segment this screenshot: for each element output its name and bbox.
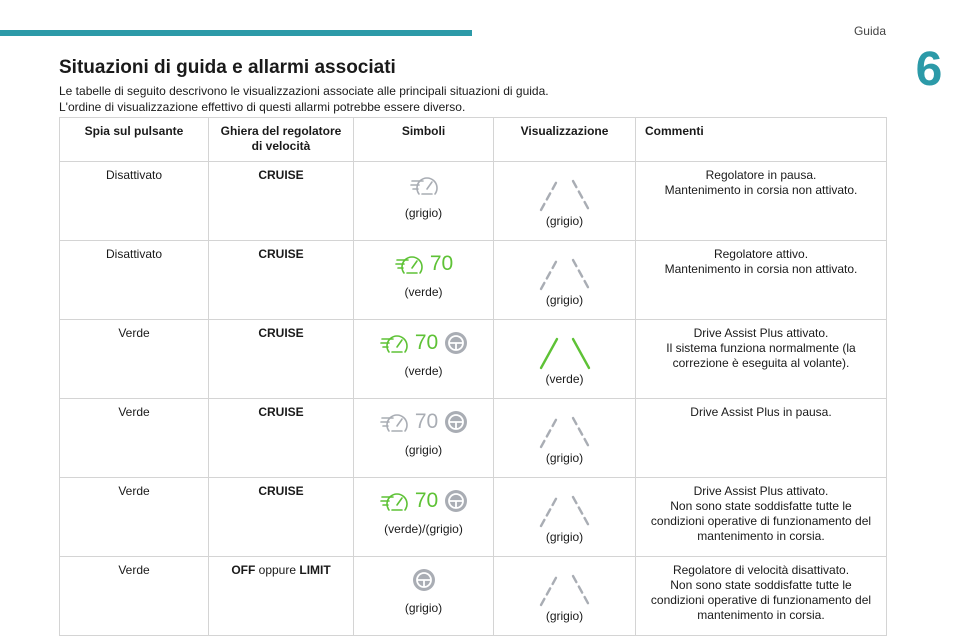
table-row [60, 241, 887, 320]
lane-lines [498, 492, 631, 530]
symbol-caption: (verde) [404, 285, 443, 299]
header-spia: Spia sul pulsante [60, 118, 209, 162]
steering-wheel-icon [444, 331, 468, 355]
speed-value: 70 [414, 410, 439, 433]
symbol-caption: (verde)/(grigio) [384, 522, 463, 536]
cell-commenti [636, 241, 887, 320]
cruise-speedometer-icon [379, 330, 409, 356]
lane-lines-icon [530, 571, 600, 609]
ghiera-part: OFF [231, 563, 256, 577]
lane-lines-icon [530, 255, 600, 293]
intro-text [59, 83, 549, 115]
cell-visualizzazione [494, 399, 636, 478]
lane-lines [498, 255, 631, 293]
header-commenti: Commenti [636, 118, 887, 162]
cell-ghiera [209, 162, 354, 241]
page-title: Situazioni di guida e allarmi associati [59, 57, 396, 78]
comment-line: Drive Assist Plus in pausa. [690, 405, 832, 419]
cell-visualizzazione [494, 478, 636, 557]
ghiera-value: CRUISE [258, 247, 304, 261]
comment-line: Regolatore di velocità disattivato. [672, 563, 850, 577]
comment-line: mantenimento in corsia. [697, 529, 825, 543]
visualization-caption: (grigio) [545, 451, 584, 465]
speed-value: 70 [429, 252, 454, 275]
ghiera-part: oppure [255, 563, 300, 577]
lane-lines-icon [530, 492, 600, 530]
ghiera-part: LIMIT [299, 563, 331, 577]
ghiera-value: CRUISE [258, 484, 304, 498]
lane-lines [498, 571, 631, 609]
table-row [60, 557, 887, 636]
intro-line: L'ordine di visualizzazione effettivo di questi allarmi potrebbe essere diverso. [59, 100, 466, 114]
cell-spia: Verde [60, 399, 209, 478]
symbol-caption: (grigio) [404, 206, 443, 220]
cell-visualizzazione [494, 320, 636, 399]
comment-line: correzione è eseguita al volante). [672, 356, 850, 370]
table-row [60, 162, 887, 241]
cell-simboli [354, 557, 494, 636]
lane-lines [498, 176, 631, 214]
table-row [60, 478, 887, 557]
visualization-caption: (verde) [545, 372, 584, 386]
cell-commenti [636, 320, 887, 399]
cruise-speedometer-icon [379, 409, 409, 435]
ghiera-value: CRUISE [258, 326, 304, 340]
symbol-group [358, 249, 489, 279]
symbol-group [358, 170, 489, 200]
cell-visualizzazione [494, 557, 636, 636]
cell-ghiera [209, 557, 354, 636]
header-ghiera-line2: di velocità [251, 139, 311, 153]
steering-wheel-icon [444, 489, 468, 513]
lane-lines-icon [530, 413, 600, 451]
cell-simboli [354, 399, 494, 478]
comment-line: Drive Assist Plus attivato. [693, 326, 829, 340]
cell-visualizzazione [494, 241, 636, 320]
table-row [60, 320, 887, 399]
cell-spia: Disattivato [60, 162, 209, 241]
visualization-caption: (grigio) [545, 609, 584, 623]
comment-line: Regolatore attivo. [713, 247, 809, 261]
header-ghiera [209, 118, 354, 162]
cell-spia: Verde [60, 557, 209, 636]
symbol-group [358, 486, 489, 516]
lane-lines-icon [530, 176, 600, 214]
cell-commenti [636, 162, 887, 241]
cruise-speedometer-icon [409, 172, 439, 198]
chapter-number: 6 [915, 42, 943, 96]
symbol-caption: (grigio) [404, 601, 443, 615]
ghiera-value: CRUISE [258, 168, 304, 182]
speed-value: 70 [414, 331, 439, 354]
cell-simboli [354, 478, 494, 557]
ghiera-value: CRUISE [258, 405, 304, 419]
steering-wheel-icon [412, 568, 436, 592]
cell-ghiera [209, 241, 354, 320]
cell-simboli [354, 162, 494, 241]
cell-spia: Disattivato [60, 241, 209, 320]
cell-commenti [636, 399, 887, 478]
comment-line: Non sono state soddisfatte tutte le [670, 499, 852, 513]
cell-spia: Verde [60, 478, 209, 557]
comment-line: condizioni operative di funzionamento del [650, 514, 872, 528]
cell-commenti [636, 557, 887, 636]
comment-line: condizioni operative di funzionamento del [650, 593, 872, 607]
lane-lines [498, 413, 631, 451]
cell-visualizzazione [494, 162, 636, 241]
comment-line: Regolatore in pausa. [705, 168, 817, 182]
cell-ghiera [209, 478, 354, 557]
comment-line: Il sistema funziona normalmente (la [666, 341, 856, 355]
header-visualizzazione: Visualizzazione [494, 118, 636, 162]
visualization-caption: (grigio) [545, 293, 584, 307]
header-accent-bar [0, 30, 472, 36]
symbol-caption: (verde) [404, 364, 443, 378]
comment-line: Non sono state soddisfatte tutte le [670, 578, 852, 592]
table-row [60, 399, 887, 478]
lane-lines [498, 334, 631, 372]
cell-spia: Verde [60, 320, 209, 399]
symbol-group [358, 565, 489, 595]
steering-wheel-icon [444, 410, 468, 434]
cruise-speedometer-icon [379, 488, 409, 514]
table-header-row [60, 118, 887, 162]
speed-value: 70 [414, 489, 439, 512]
symbol-group [358, 328, 489, 358]
comment-line: Drive Assist Plus attivato. [693, 484, 829, 498]
intro-line: Le tabelle di seguito descrivono le visualizzazioni associate alle principali situazioni di guida. [59, 84, 549, 98]
cell-ghiera [209, 399, 354, 478]
comment-line: Mantenimento in corsia non attivato. [664, 183, 858, 197]
visualization-caption: (grigio) [545, 214, 584, 228]
header-simboli: Simboli [354, 118, 494, 162]
driving-situations-table [59, 117, 887, 636]
comment-line: Mantenimento in corsia non attivato. [664, 262, 858, 276]
cell-commenti [636, 478, 887, 557]
cell-simboli [354, 320, 494, 399]
symbol-group [358, 407, 489, 437]
header-ghiera-line1: Ghiera del regolatore [220, 124, 342, 138]
comment-line: mantenimento in corsia. [697, 608, 825, 622]
lane-lines-icon [530, 334, 600, 372]
cell-ghiera [209, 320, 354, 399]
cruise-speedometer-icon [394, 251, 424, 277]
section-name: Guida [853, 24, 886, 38]
symbol-caption: (grigio) [404, 443, 443, 457]
cell-simboli [354, 241, 494, 320]
visualization-caption: (grigio) [545, 530, 584, 544]
